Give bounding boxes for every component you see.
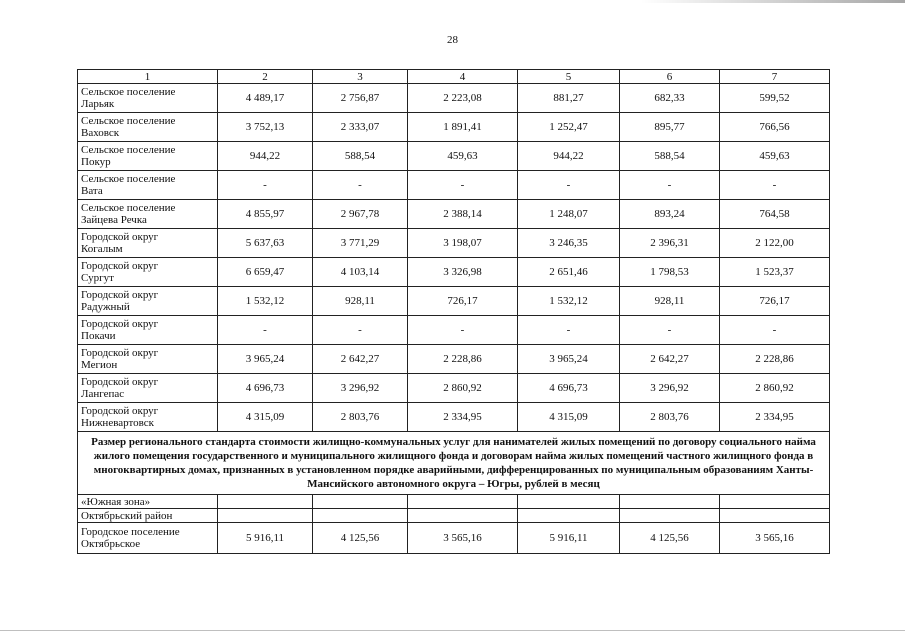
value-cell-col-6: 2 803,76: [620, 403, 720, 432]
value-cell-col-4: 3 326,98: [408, 258, 518, 287]
value-cell-col-6: -: [620, 316, 720, 345]
value-cell-col-2: -: [218, 171, 313, 200]
empty-cell: [620, 509, 720, 523]
column-header: 6: [620, 70, 720, 84]
value-cell-col-5: 944,22: [518, 142, 620, 171]
empty-cell: [218, 495, 313, 509]
municipality-type: Городской округ: [81, 405, 159, 417]
value-cell-col-7: 599,52: [720, 84, 830, 113]
municipality-type: Сельское поселение: [81, 86, 176, 98]
value-cell-col-6: 895,77: [620, 113, 720, 142]
municipality-name-cell: [78, 84, 218, 113]
value-cell-col-5: 2 651,46: [518, 258, 620, 287]
value-cell-col-4: 2 860,92: [408, 374, 518, 403]
value-cell-col-4: 2 228,86: [408, 345, 518, 374]
value-cell-col-4: 1 891,41: [408, 113, 518, 142]
municipality-name: Вата: [81, 185, 103, 197]
value-cell-col-2: 1 532,12: [218, 287, 313, 316]
table-row: [78, 374, 830, 403]
value-cell-col-6: 3 296,92: [620, 374, 720, 403]
value-cell-col-6: 4 125,56: [620, 523, 720, 554]
municipality-type: Городской округ: [81, 318, 159, 330]
empty-cell: [620, 495, 720, 509]
municipality-name: Лангепас: [81, 388, 125, 400]
municipality-type: Городской округ: [81, 376, 159, 388]
value-cell-col-7: -: [720, 171, 830, 200]
value-cell-col-3: 2 967,78: [313, 200, 408, 229]
municipality-name-cell: [78, 287, 218, 316]
municipality-name-cell: [78, 258, 218, 287]
value-cell-col-7: 459,63: [720, 142, 830, 171]
value-cell-col-7: 2 334,95: [720, 403, 830, 432]
scan-edge-top: [640, 0, 905, 3]
municipality-name-cell: [78, 403, 218, 432]
column-header: 3: [313, 70, 408, 84]
empty-cell: [408, 495, 518, 509]
municipality-name-cell: [78, 171, 218, 200]
table-row: [78, 403, 830, 432]
value-cell-col-5: 1 532,12: [518, 287, 620, 316]
municipality-name: Мегион: [81, 359, 118, 371]
value-cell-col-7: 726,17: [720, 287, 830, 316]
table-row: [78, 316, 830, 345]
table-row: [78, 258, 830, 287]
table-row: [78, 229, 830, 258]
column-header: 7: [720, 70, 830, 84]
municipality-name-cell: [78, 316, 218, 345]
value-cell-col-5: 3 246,35: [518, 229, 620, 258]
municipality-type: Сельское поселение: [81, 144, 176, 156]
value-cell-col-2: 944,22: [218, 142, 313, 171]
municipality-name-cell: [78, 142, 218, 171]
section-heading: Размер регионального стандарта стоимости жилищно-коммунальных услуг для нанимателей жилых помещений по договору социального найма жилого помещения государственного и муниципального жилищного фонда и договорам найма жилых помещений частного жилищного фонда в многоквартирных домах, признанных в установленном порядке аварийными, дифференцированных по муниципальным образованиям Ханты-Мансийского автономного округа – Югры, рублей в месяц: [78, 432, 830, 495]
empty-cell: [720, 495, 830, 509]
value-cell-col-3: -: [313, 171, 408, 200]
value-cell-col-3: -: [313, 316, 408, 345]
value-cell-col-6: 928,11: [620, 287, 720, 316]
district-row-label: Октябрьский район: [78, 509, 218, 523]
value-cell-col-4: 3 198,07: [408, 229, 518, 258]
municipality-name: Ларьяк: [81, 98, 115, 110]
table-row: [78, 142, 830, 171]
value-cell-col-3: 3 771,29: [313, 229, 408, 258]
value-cell-col-4: 459,63: [408, 142, 518, 171]
empty-cell: [408, 509, 518, 523]
value-cell-col-6: 682,33: [620, 84, 720, 113]
empty-cell: [518, 509, 620, 523]
value-cell-col-2: -: [218, 316, 313, 345]
municipality-name-cell: [78, 345, 218, 374]
municipality-name: Октябрьское: [81, 538, 141, 550]
value-cell-col-4: -: [408, 316, 518, 345]
value-cell-col-7: -: [720, 316, 830, 345]
district-row: [78, 509, 830, 523]
value-cell-col-7: 1 523,37: [720, 258, 830, 287]
value-cell-col-4: 3 565,16: [408, 523, 518, 554]
value-cell-col-3: 2 333,07: [313, 113, 408, 142]
value-cell-col-2: 4 489,17: [218, 84, 313, 113]
column-header: 5: [518, 70, 620, 84]
municipality-name: Радужный: [81, 301, 130, 313]
value-cell-col-3: 2 642,27: [313, 345, 408, 374]
municipality-name: Сургут: [81, 272, 114, 284]
value-cell-col-6: 893,24: [620, 200, 720, 229]
column-header: 1: [78, 70, 218, 84]
value-cell-col-7: 2 228,86: [720, 345, 830, 374]
municipality-name: Когалым: [81, 243, 123, 255]
municipality-name: Покур: [81, 156, 111, 168]
empty-cell: [720, 509, 830, 523]
column-header: 4: [408, 70, 518, 84]
column-header: 2: [218, 70, 313, 84]
municipality-name-cell: [78, 374, 218, 403]
value-cell-col-3: 4 125,56: [313, 523, 408, 554]
value-cell-col-5: 1 248,07: [518, 200, 620, 229]
value-cell-col-2: 4 855,97: [218, 200, 313, 229]
value-cell-col-2: 3 752,13: [218, 113, 313, 142]
municipality-type: Городской округ: [81, 347, 159, 359]
value-cell-col-3: 3 296,92: [313, 374, 408, 403]
value-cell-col-3: 2 803,76: [313, 403, 408, 432]
table-row: [78, 287, 830, 316]
value-cell-col-5: 881,27: [518, 84, 620, 113]
value-cell-col-5: -: [518, 316, 620, 345]
value-cell-col-5: 5 916,11: [518, 523, 620, 554]
value-cell-col-6: 588,54: [620, 142, 720, 171]
municipality-type: Городское поселение: [81, 526, 180, 538]
table-row: [78, 84, 830, 113]
value-cell-col-6: 2 642,27: [620, 345, 720, 374]
tariff-table: [77, 69, 830, 554]
municipality-name: Нижневартовск: [81, 417, 155, 429]
value-cell-col-2: 3 965,24: [218, 345, 313, 374]
value-cell-col-2: 4 315,09: [218, 403, 313, 432]
empty-cell: [313, 509, 408, 523]
empty-cell: [218, 509, 313, 523]
value-cell-col-5: 4 315,09: [518, 403, 620, 432]
value-cell-col-6: -: [620, 171, 720, 200]
value-cell-col-5: 4 696,73: [518, 374, 620, 403]
table-row: [78, 345, 830, 374]
empty-cell: [313, 495, 408, 509]
page-number: 28: [447, 34, 458, 46]
value-cell-col-7: 3 565,16: [720, 523, 830, 554]
municipality-type: Сельское поселение: [81, 173, 176, 185]
value-cell-col-4: -: [408, 171, 518, 200]
value-cell-col-6: 2 396,31: [620, 229, 720, 258]
table-row: [78, 200, 830, 229]
municipality-name-cell: [78, 523, 218, 554]
value-cell-col-5: -: [518, 171, 620, 200]
value-cell-col-7: 766,56: [720, 113, 830, 142]
value-cell-col-4: 2 223,08: [408, 84, 518, 113]
municipality-type: Городской округ: [81, 260, 159, 272]
table-header-row: [78, 70, 830, 84]
value-cell-col-3: 4 103,14: [313, 258, 408, 287]
table-row: [78, 113, 830, 142]
value-cell-col-5: 3 965,24: [518, 345, 620, 374]
value-cell-col-7: 2 860,92: [720, 374, 830, 403]
scan-edge-bottom: [0, 630, 905, 631]
value-cell-col-2: 6 659,47: [218, 258, 313, 287]
municipality-name-cell: [78, 229, 218, 258]
table-row: [78, 523, 830, 554]
value-cell-col-6: 1 798,53: [620, 258, 720, 287]
value-cell-col-3: 928,11: [313, 287, 408, 316]
section-heading-row: [78, 432, 830, 495]
municipality-type: Сельское поселение: [81, 202, 176, 214]
value-cell-col-4: 726,17: [408, 287, 518, 316]
value-cell-col-2: 5 916,11: [218, 523, 313, 554]
value-cell-col-2: 4 696,73: [218, 374, 313, 403]
municipality-type: Сельское поселение: [81, 115, 176, 127]
zone-row: [78, 495, 830, 509]
table-row: [78, 171, 830, 200]
value-cell-col-3: 588,54: [313, 142, 408, 171]
municipality-name-cell: [78, 113, 218, 142]
value-cell-col-4: 2 334,95: [408, 403, 518, 432]
zone-row-label: «Южная зона»: [78, 495, 218, 509]
municipality-type: Городской округ: [81, 231, 159, 243]
value-cell-col-4: 2 388,14: [408, 200, 518, 229]
municipality-name: Покачи: [81, 330, 116, 342]
value-cell-col-7: 2 122,00: [720, 229, 830, 258]
municipality-name: Ваховск: [81, 127, 120, 139]
value-cell-col-3: 2 756,87: [313, 84, 408, 113]
value-cell-col-5: 1 252,47: [518, 113, 620, 142]
empty-cell: [518, 495, 620, 509]
value-cell-col-7: 764,58: [720, 200, 830, 229]
value-cell-col-2: 5 637,63: [218, 229, 313, 258]
municipality-type: Городской округ: [81, 289, 159, 301]
municipality-name-cell: [78, 200, 218, 229]
municipality-name: Зайцева Речка: [81, 214, 147, 226]
